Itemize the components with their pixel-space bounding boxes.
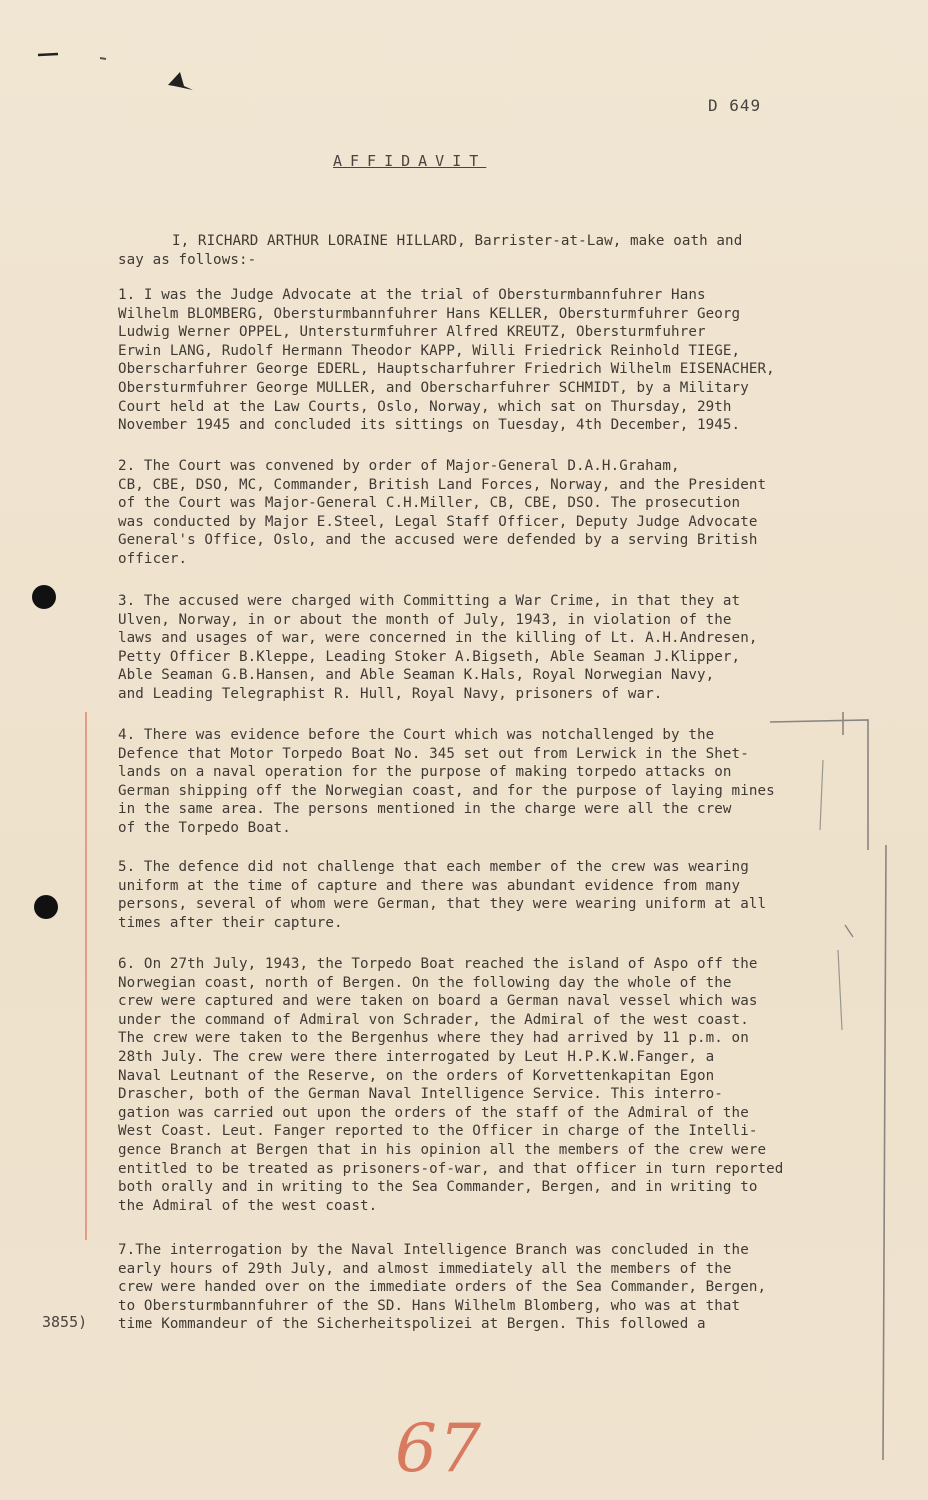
ink-smudge (100, 58, 106, 59)
punch-hole (32, 585, 56, 609)
paragraph-1: 1. I was the Judge Advocate at the trial of Obersturmbannfuhrer Hans Wilhelm BLOMBERG, Obersturmbannfuhrer Hans KELLER, Obersturmfuhrer Georg Ludwig Werner OPPEL, Untersturmfuhrer Alfred KREUTZ, Obersturmfuhrer Erwin LANG, Rudolf Hermann Theodor KAPP, Willi Friedrick Reinhold TIEGE, Oberscharfuhrer George EDERL, Hauptscharfuhrer Friedrich Wilhelm EISENACHER, Obersturmfuhrer George MULLER, and Oberscharfuhrer SCHMIDT, by a Military Court held at the Law Courts, Oslo, Norway, which sat on Thursday, 29th November 1945 and concluded its sittings on Tuesday, 4th December, 1945. (118, 287, 775, 434)
ink-mark (168, 72, 193, 90)
paragraph-6: 6. On 27th July, 1943, the Torpedo Boat reached the island of Aspo off the Norwegian coast, north of Bergen. On the following day the whole of the crew were captured and were taken on board a German naval vessel which was under the command of Admiral von Schrader, the Admiral of the west coast. The crew were taken to the Bergenhus where they had arrived by 11 p.m. on 28th July. The crew were there interrogated by Leut H.P.K.W.Fanger, a Naval Leutnant of the Reserve, on the orders of Korvettenkapitan Egon Drascher, both of the German Naval Intelligence Service. This interro- gation was carried out upon the orders of the staff of the Admiral of the West Coast. Leut. Fanger reported to the Officer in charge of the Intelli- gence Branch at Bergen that in his opinion all the members of the crew were entitled to be treated as prisoners-of-war, and that officer in turn reported both orally and in writing to the Sea Commander, Bergen, and in writing to the Admiral of the west coast. (118, 956, 784, 1214)
paragraph-2: 2. The Court was convened by order of Major-General D.A.H.Graham, CB, CBE, DSO, MC, Commander, British Land Forces, Norway, and the President of the Court was Major-General C.H.Miller, CB, CBE, DSO. The prosecution was conducted by Major E.Steel, Legal Staff Officer, Deputy Judge Advocate General's Office, Oslo, and the accused were defended by a serving British officer. (118, 458, 767, 567)
margin-number: 3855) (42, 1313, 88, 1331)
paragraph-3: 3. The accused were charged with Committing a War Crime, in that they at Ulven, Norway, in or about the month of July, 1943, in violation of the laws and usages of war, were concerned in the killing of Lt. A.H.Andresen, Petty Officer B.Kleppe, Leading Stoker A.Bigseth, Able Seaman J.Klipper, Able Seaman G.B.Hansen, and Able Seaman K.Hals, Royal Norwegian Navy, and Leading Telegraphist R. Hull, Royal Navy, prisoners of war. (118, 593, 758, 702)
punch-hole (34, 895, 58, 919)
intro-paragraph: I, RICHARD ARTHUR LORAINE HILLARD, Barrister-at-Law, make oath and say as follows:- (118, 233, 743, 268)
document-title: AFFIDAVIT (333, 152, 487, 170)
document-reference: D 649 (708, 96, 762, 115)
ink-smudge (38, 54, 58, 55)
paragraph-4: 4. There was evidence before the Court which was notchallenged by the Defence that Motor Torpedo Boat No. 345 set out from Lerwick in the Shet- lands on a naval operation for the purpose of making torpedo attacks on German shipping off the Norwegian coast, and for the purpose of laying mines in the same area. The persons mentioned in the charge were all the crew of the Torpedo Boat. (118, 727, 775, 836)
pencil-line (883, 845, 886, 1460)
paragraph-5: 5. The defence did not challenge that each member of the crew was wearing uniform at the time of capture and there was abundant evidence from many persons, several of whom were German, that they were wearing uniform at all times after their capture. (118, 859, 767, 931)
paragraph-7: 7.The interrogation by the Naval Intelligence Branch was concluded in the early hours of 29th July, and almost immediately all the members of the crew were handed over on the immediate orders of the Sea Commander, Bergen, to Obersturmbannfuhrer of the SD. Hans Wilhelm Blomberg, who was at that time Kommandeur of the Sicherheitspolizei at Bergen. This followed a (118, 1242, 767, 1333)
page-number: 67 (395, 1410, 483, 1487)
